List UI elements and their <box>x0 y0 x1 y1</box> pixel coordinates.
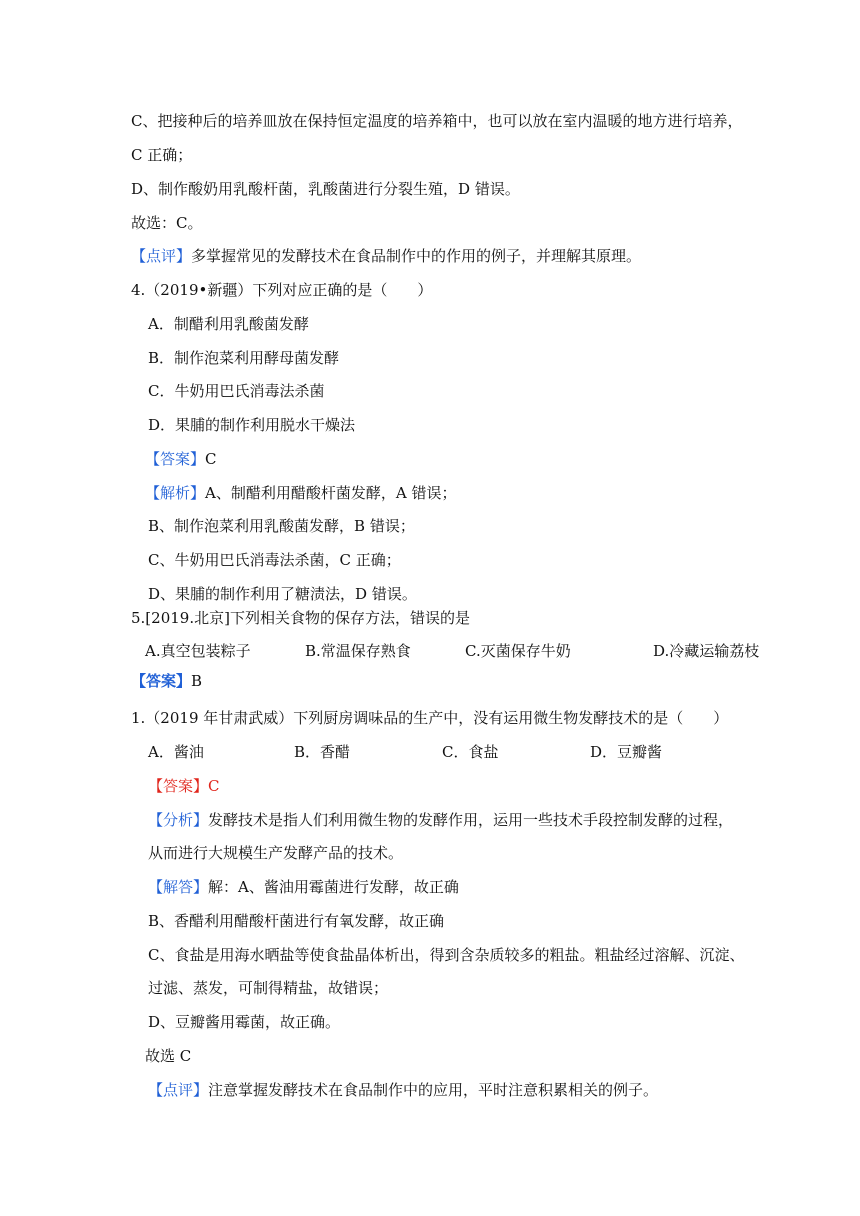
question-1-option-a: A．酱油 <box>148 743 204 761</box>
question-1-choice: 故选 C <box>145 1047 192 1065</box>
question-1-option-b: B．香醋 <box>294 743 351 761</box>
question-1-options <box>148 742 662 762</box>
answer-value: C <box>205 450 217 468</box>
question-4-option-b: B．制作泡菜利用酵母菌发酵 <box>148 349 340 367</box>
question-1-answer <box>148 776 220 796</box>
text-line: C、把接种后的培养皿放在保持恒定温度的培养箱中，也可以放在室内温暖的地方进行培养， <box>131 112 743 130</box>
question-4-analysis <box>145 483 456 503</box>
answer-tag: 【答案】 <box>131 672 192 690</box>
question-4-stem: 4.（2019•新疆）下列对应正确的是（ ） <box>131 281 433 299</box>
question-4-answer <box>145 449 217 469</box>
fenxi-tag: 【分析】 <box>148 811 209 829</box>
analysis-tag: 【解析】 <box>145 484 206 502</box>
question-1-stem: 1.（2019 年甘肃武威）下列厨房调味品的生产中，没有运用微生物发酵技术的是（ ） <box>131 709 729 727</box>
dianping-tag: 【点评】 <box>148 1081 209 1099</box>
question-5-options <box>145 641 759 661</box>
question-1-jieda <box>148 877 459 897</box>
question-5-option-a: A.真空包装粽子 <box>145 642 251 660</box>
fenxi-text: 发酵技术是指人们利用微生物的发酵作用，运用一些技术手段控制发酵的过程， <box>208 811 734 829</box>
analysis-line: C、牛奶用巴氏消毒法杀菌，C 正确； <box>148 551 401 569</box>
question-4-option-c: C．牛奶用巴氏消毒法杀菌 <box>148 382 325 400</box>
answer-tag: 【答案】 <box>145 450 206 468</box>
text-line: 故选：C。 <box>131 214 203 232</box>
question-1-option-d: D．豆瓣酱 <box>590 743 663 761</box>
question-4-option-d: D．果脯的制作利用脱水干燥法 <box>148 416 356 434</box>
analysis-line: D、果脯的制作利用了糖渍法，D 错误。 <box>148 585 417 603</box>
question-5-answer <box>131 671 202 691</box>
question-5-option-d: D.冷藏运输荔枝 <box>653 642 760 660</box>
question-5-stem: 5.[2019.北京]下列相关食物的保存方法，错误的是 <box>131 609 470 627</box>
question-1-dianping <box>148 1080 658 1100</box>
question-5-option-b: B.常温保存熟食 <box>305 642 411 660</box>
question-1-fenxi <box>148 810 733 830</box>
jieda-line: 过滤、蒸发，可制得精盐，故错误； <box>148 979 389 997</box>
dianping-text: 注意掌握发酵技术在食品制作中的应用，平时注意积累相关的例子。 <box>208 1081 659 1099</box>
comment-line <box>131 246 641 266</box>
fenxi-line: 从而进行大规模生产发酵产品的技术。 <box>148 844 404 862</box>
answer-tag: 【答案】 <box>148 777 209 795</box>
answer-value: C <box>208 777 220 795</box>
comment-tag: 【点评】 <box>131 247 192 265</box>
jieda-line: B、香醋利用醋酸杆菌进行有氧发酵，故正确 <box>148 912 445 930</box>
text-line: D、制作酸奶用乳酸杆菌，乳酸菌进行分裂生殖，D 错误。 <box>131 180 520 198</box>
question-4-option-a: A．制醋利用乳酸菌发酵 <box>148 315 309 333</box>
jieda-text: 解：A、酱油用霉菌进行发酵，故正确 <box>208 878 459 896</box>
question-5-option-c: C.灭菌保存牛奶 <box>465 642 571 660</box>
comment-text: 多掌握常见的发酵技术在食品制作中的作用的例子，并理解其原理。 <box>191 247 642 265</box>
analysis-line: B、制作泡菜利用乳酸菌发酵，B 错误； <box>148 517 415 535</box>
analysis-text: A、制醋利用醋酸杆菌发酵，A 错误； <box>205 484 457 502</box>
jieda-line: C、食盐是用海水晒盐等使食盐晶体析出，得到含杂质较多的粗盐。粗盐经过溶解、沉淀、 <box>148 946 745 964</box>
answer-value: B <box>191 672 203 690</box>
jieda-line: D、豆瓣酱用霉菌，故正确。 <box>148 1013 341 1031</box>
text-line: C 正确； <box>131 146 193 164</box>
question-1-option-c: C．食盐 <box>442 743 499 761</box>
jieda-tag: 【解答】 <box>148 878 209 896</box>
